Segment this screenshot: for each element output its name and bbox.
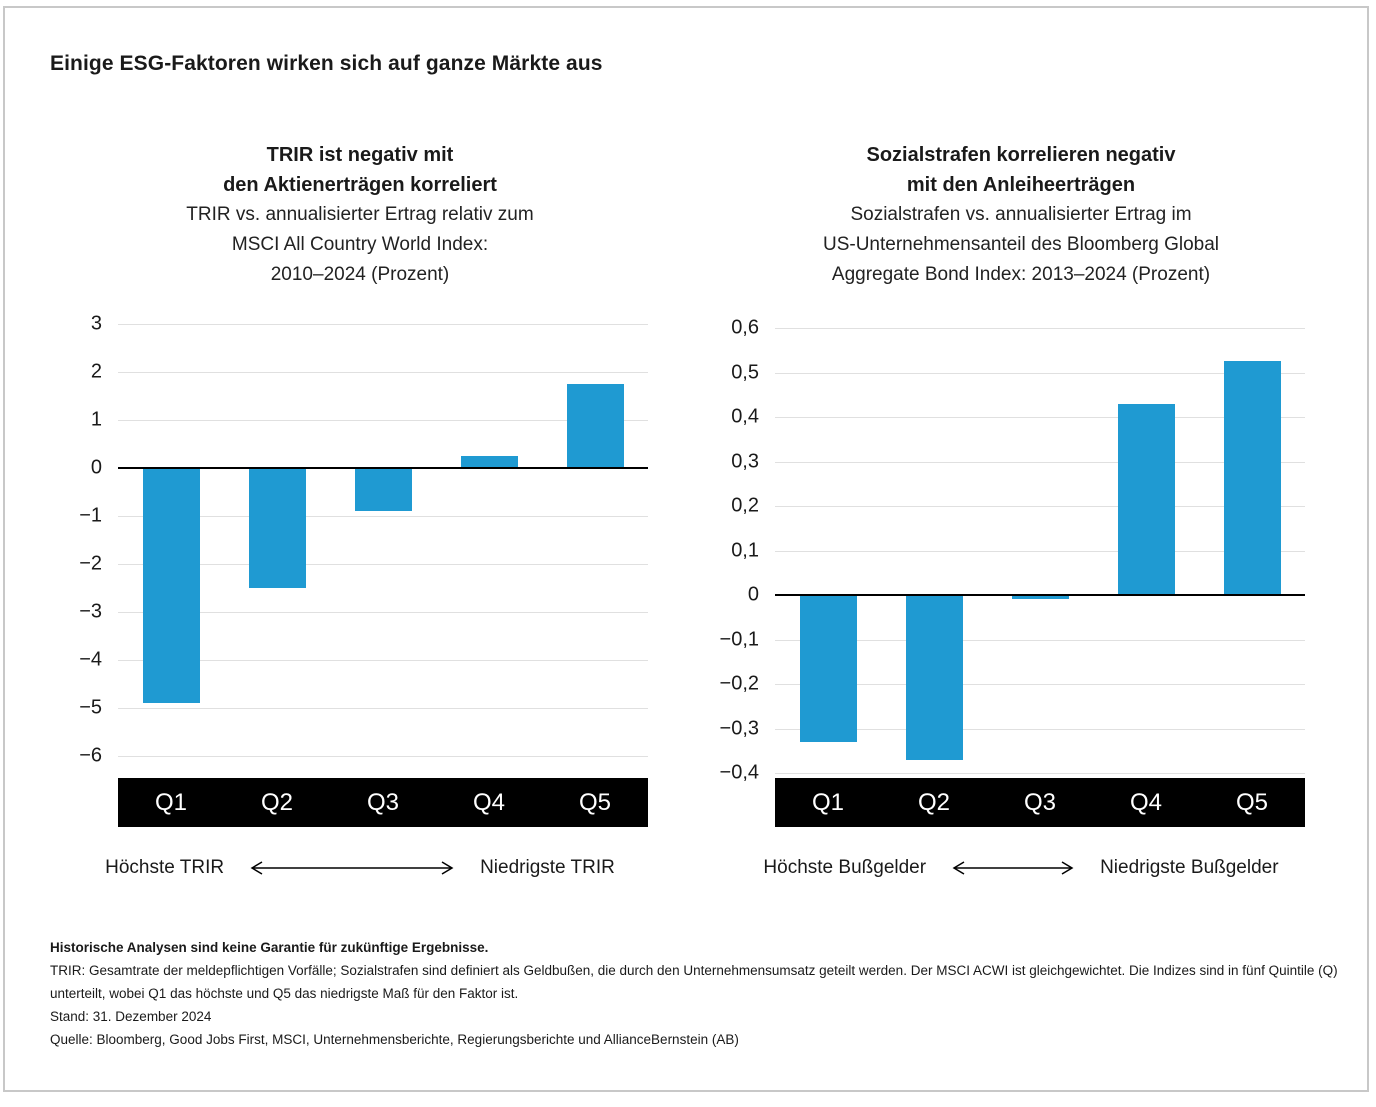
footnote-as-of: Stand: 31. Dezember 2024 [50, 1009, 212, 1024]
x-category-label: Q3 [366, 788, 399, 816]
chart-title-line: mit den Anleiheerträgen [906, 174, 1136, 196]
y-tick-label: −5 [79, 696, 102, 719]
bar-Q3 [355, 468, 412, 511]
bar-Q5 [567, 384, 624, 468]
y-tick-label: 0,6 [731, 316, 759, 339]
double-arrow-icon [248, 860, 456, 876]
y-tick-label: −6 [79, 744, 102, 767]
gridline [118, 708, 648, 709]
zero-axis-line [118, 467, 648, 469]
double-arrow-icon [950, 860, 1076, 876]
x-category-label: Q5 [578, 788, 611, 816]
x-category-label: Q4 [1129, 788, 1162, 816]
gridline [775, 773, 1305, 774]
plot-area [719, 316, 1305, 816]
y-tick-label: −0,4 [719, 761, 759, 784]
chart-title-line: TRIR ist negativ mit [266, 144, 454, 166]
x-category-label: Q5 [1235, 788, 1268, 816]
gridline [118, 756, 648, 757]
chart-subtitle-line: 2010–2024 (Prozent) [270, 264, 450, 285]
chart-title-line: den Aktienerträgen korreliert [223, 174, 497, 196]
y-tick-label: −2 [79, 552, 102, 575]
x-category-label: Q2 [260, 788, 293, 816]
x-category-label: Q3 [1023, 788, 1056, 816]
axis-left-label: Höchste TRIR [105, 857, 225, 878]
chart-subtitle-line: MSCI All Country World Index: [231, 234, 489, 255]
bar-Q5 [1224, 361, 1281, 595]
page-title: Einige ESG-Faktoren wirken sich auf ganze Märkte aus [50, 52, 603, 75]
chart-title-block [50, 140, 670, 290]
y-tick-label: −0,3 [719, 717, 759, 740]
x-category-label: Q1 [154, 788, 187, 816]
chart-title-line: Sozialstrafen korrelieren negativ [866, 144, 1176, 166]
axis-right-label: Niedrigste TRIR [480, 857, 615, 878]
y-tick-label: 0,2 [731, 494, 759, 517]
footnotes [50, 936, 1338, 1051]
y-tick-label: 0,5 [731, 361, 759, 384]
y-tick-label: −1 [79, 504, 102, 527]
footnote-source: Quelle: Bloomberg, Good Jobs First, MSCI, Unternehmensberichte, Regierungsberichte und AllianceBernstein (AB) [50, 1032, 739, 1047]
axis-left-label: Höchste Bußgelder [763, 857, 927, 878]
y-tick-label: 0,4 [731, 405, 759, 428]
footnote-body: TRIR: Gesamtrate der meldepflichtigen Vorfälle; Sozialstrafen sind definiert als Geldbußen, die durch den Unternehmensumsatz geteilt werden. Der MSCI ACWI ist gleichgewichtet. Die Indizes sind in fünf Quintile (Q) unterteilt, wobei Q1 das höchste und Q5 das niedrigste Maß für den Faktor ist. [50, 963, 1338, 1001]
chart-title-block [706, 140, 1336, 290]
y-tick-label: 1 [90, 408, 102, 431]
y-tick-label: −0,1 [719, 628, 759, 651]
x-axis-band [118, 778, 648, 827]
chart-subtitle-line: Sozialstrafen vs. annualisierter Ertrag im [850, 204, 1192, 225]
axis-direction-legend [706, 857, 1336, 879]
bar-Q4 [1118, 404, 1175, 595]
x-axis-band [775, 778, 1305, 827]
y-tick-label: 2 [90, 360, 102, 383]
chart-subtitle-line: Aggregate Bond Index: 2013–2024 (Prozent) [831, 264, 1211, 285]
gridline [118, 372, 648, 373]
x-category-label: Q1 [811, 788, 844, 816]
bar-Q1 [800, 595, 857, 742]
zero-axis-line [775, 594, 1305, 596]
x-category-label: Q2 [917, 788, 950, 816]
y-tick-label: 0,1 [731, 539, 759, 562]
y-tick-label: −3 [79, 600, 102, 623]
y-tick-label: −0,2 [719, 672, 759, 695]
plot-area [79, 312, 648, 816]
bar-Q2 [906, 595, 963, 760]
bond-correlation-chart [706, 135, 1336, 915]
y-tick-label: 0 [747, 583, 759, 606]
axis-right-label: Niedrigste Bußgelder [1100, 857, 1279, 878]
y-tick-label: 0 [90, 456, 102, 479]
gridline [118, 324, 648, 325]
bar-Q1 [143, 468, 200, 703]
axis-direction-legend [50, 857, 670, 879]
chart-subtitle-line: TRIR vs. annualisierter Ertrag relativ zum [186, 204, 534, 225]
equity-correlation-chart [50, 135, 670, 915]
footnote-warning: Historische Analysen sind keine Garantie für zukünftige Ergebnisse. [50, 940, 489, 955]
y-tick-label: −4 [79, 648, 102, 671]
x-category-label: Q4 [472, 788, 505, 816]
y-tick-label: 0,3 [731, 450, 759, 473]
gridline [775, 328, 1305, 329]
bar-Q2 [249, 468, 306, 588]
chart-subtitle-line: US-Unternehmensanteil des Bloomberg Global [822, 234, 1220, 255]
y-tick-label: 3 [90, 312, 102, 335]
